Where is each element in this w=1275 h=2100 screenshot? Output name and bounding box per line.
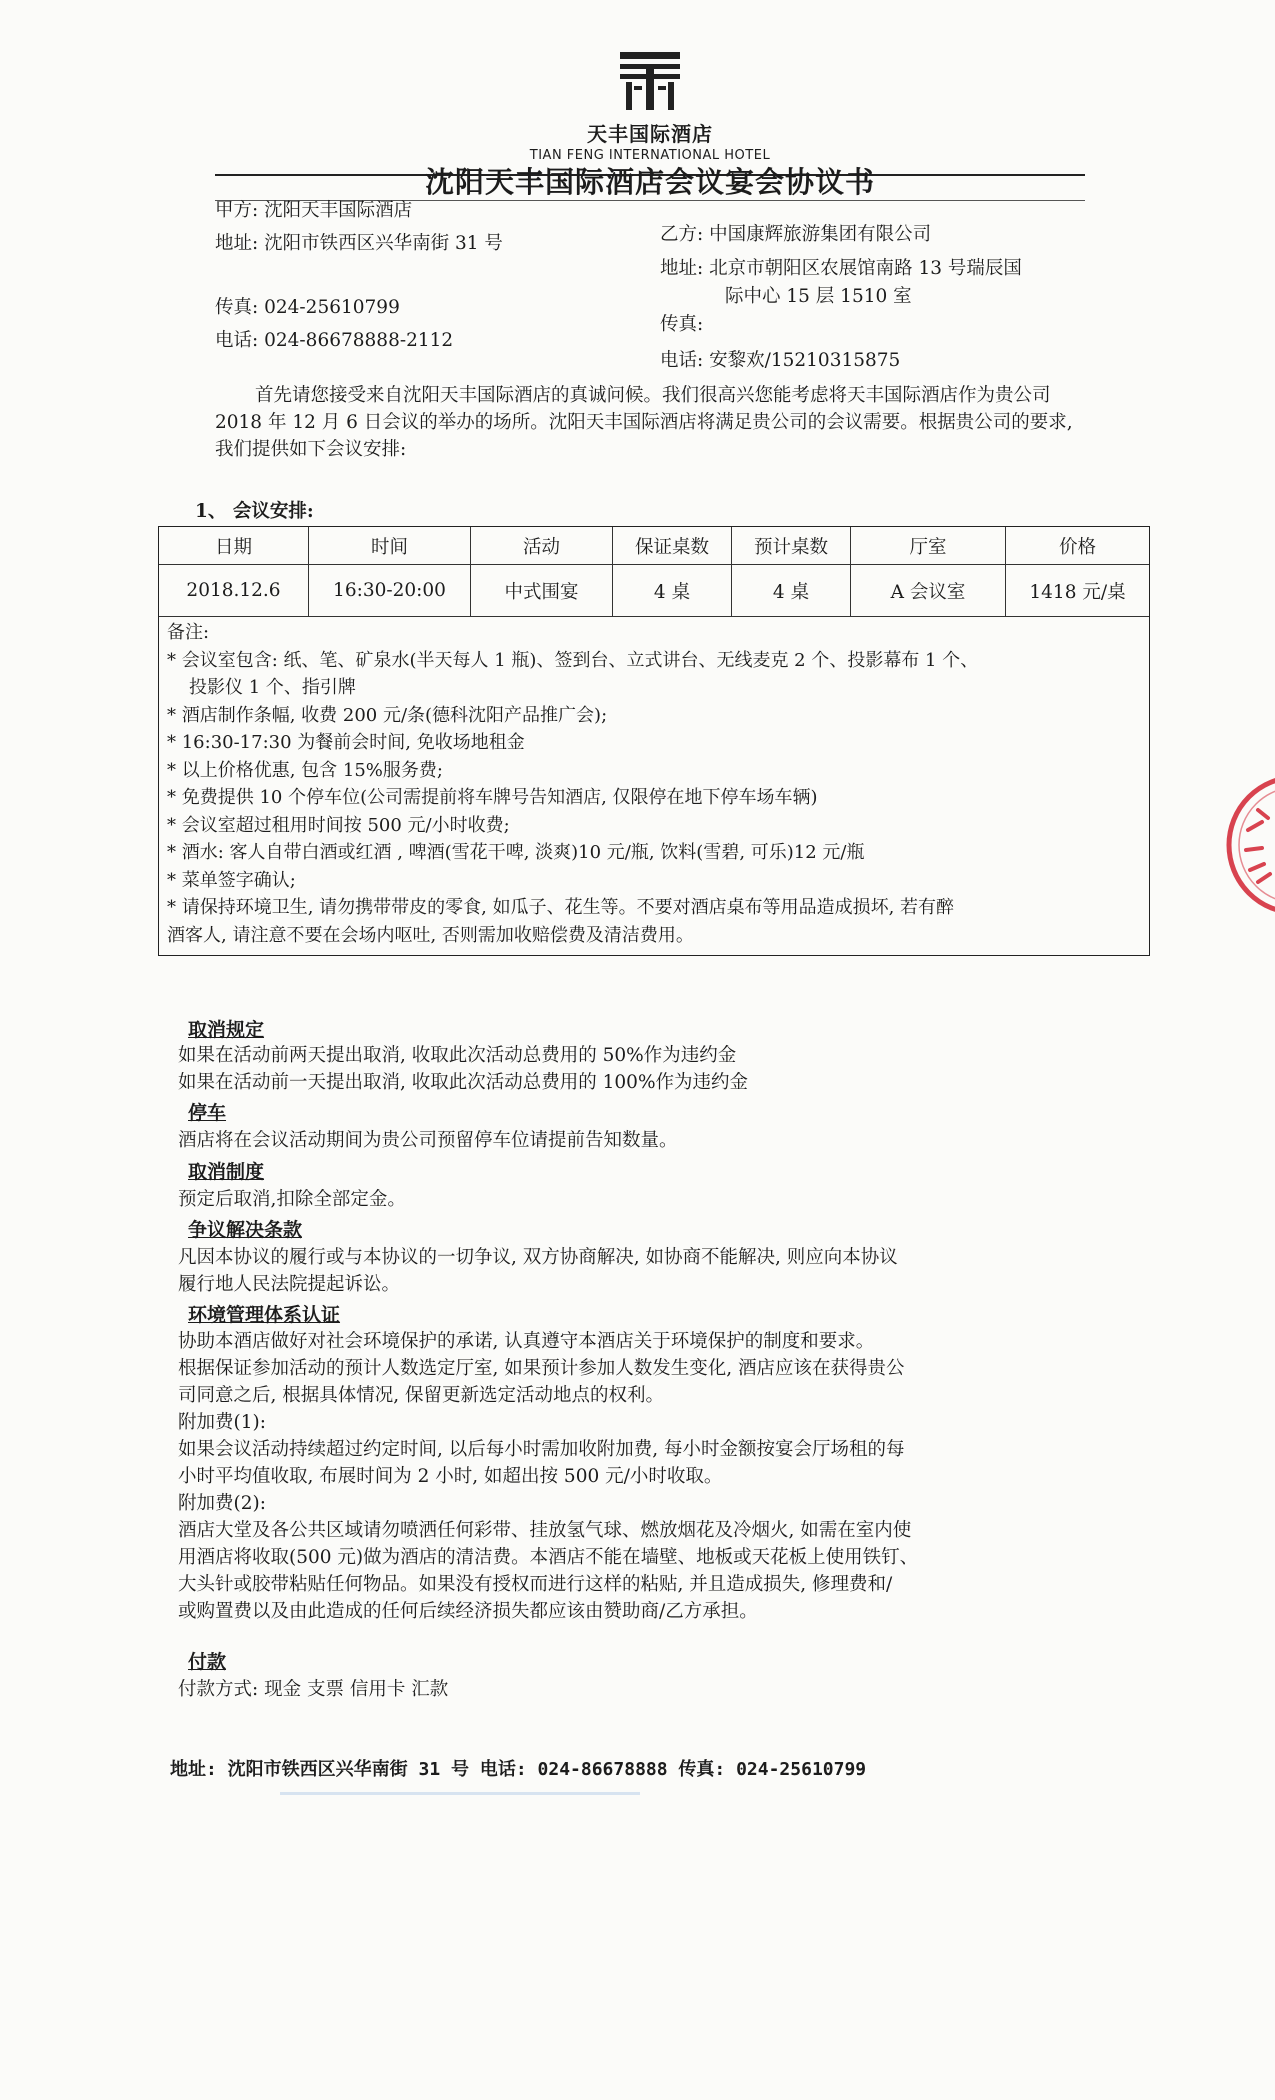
page-footer: 地址: 沈阳市铁西区兴华南街 31 号 电话: 024-86678888 传真: 024-25610799 <box>170 1759 867 1780</box>
table-notes <box>159 617 1149 955</box>
text-line: 如果在活动前两天提出取消, 收取此次活动总费用的 50%作为违约金 <box>178 1045 737 1066</box>
heading-cancel-policy: 取消规定 <box>188 1019 265 1041</box>
text-line: 如果在活动前一天提出取消, 收取此次活动总费用的 100%作为违约金 <box>178 1072 749 1093</box>
party-b-address-2: 际中心 15 层 1510 室 <box>725 286 912 307</box>
header-date: 日期 <box>159 527 309 565</box>
text-line: 如果会议活动持续超过约定时间, 以后每小时需加收附加费, 每小时金额按宴会厅场租的每 <box>178 1439 905 1460</box>
text-line: 履行地人民法院提起诉讼。 <box>178 1274 401 1295</box>
header-activity: 活动 <box>471 527 613 565</box>
hotel-name-cn: 天丰国际酒店 <box>587 122 713 146</box>
cell-date: 2018.12.6 <box>159 565 309 617</box>
note-line: * 菜单签字确认; <box>167 869 296 891</box>
text-line: 付款方式: 现金 支票 信用卡 汇款 <box>178 1679 449 1700</box>
heading-payment: 付款 <box>188 1651 227 1673</box>
note-line: * 会议室包含: 纸、笔、矿泉水(半天每人 1 瓶)、签到台、立式讲台、无线麦克 2 个、投影幕布 1 个、 <box>167 649 979 671</box>
cell-expected-tables: 4 桌 <box>732 565 851 617</box>
text-line: 大头针或胶带粘贴任何物品。如果没有授权而进行这样的粘贴, 并且造成损失, 修理费和/ <box>178 1574 893 1595</box>
text-line: 附加费(1): <box>178 1412 266 1433</box>
red-seal-icon <box>1222 770 1275 920</box>
text-line: 司同意之后, 根据具体情况, 保留更新选定活动地点的权利。 <box>178 1385 665 1406</box>
note-line: 投影仪 1 个、指引牌 <box>189 677 356 698</box>
note-line: 酒客人, 请注意不要在会场内呕吐, 否则需加收赔偿费及清洁费用。 <box>167 924 694 946</box>
section-meeting-arrangement: 1、 会议安排: <box>195 501 314 522</box>
intro-paragraph: 首先请您接受来自沈阳天丰国际酒店的真诚问候。我们很高兴您能考虑将天丰国际酒店作为贵公司 2018 年 12 月 6 日会议的举办的场所。沈阳天丰国际酒店将满足贵公司的会议需要。根据贵公司的要求, 我们提供如下会议安排: <box>215 385 1073 460</box>
cell-time: 16:30-20:00 <box>309 565 471 617</box>
text-line: 或购置费以及由此造成的任何后续经济损失都应该由赞助商/乙方承担。 <box>178 1601 758 1622</box>
cancel-policy-text <box>178 1042 1058 1096</box>
text-line: 小时平均值收取, 布展时间为 2 小时, 如超出按 500 元/小时收取。 <box>178 1466 723 1487</box>
header-hall: 厅室 <box>851 527 1006 565</box>
note-line: * 酒水: 客人自带白酒或红酒 , 啤酒(雪花干啤, 淡爽)10 元/瓶, 饮料(雪碧, 可乐)12 元/瓶 <box>167 842 865 863</box>
heading-dispute: 争议解决条款 <box>188 1219 303 1241</box>
party-b-name: 乙方: 中国康辉旅游集团有限公司 <box>660 224 932 245</box>
party-b-phone: 电话: 安黎欢/15210315875 <box>660 350 901 371</box>
party-a-phone: 电话: 024-86678888-2112 <box>215 330 454 351</box>
table-row <box>159 565 1149 617</box>
text-line: 附加费(2): <box>178 1493 266 1514</box>
notes-label: 备注: <box>167 622 210 643</box>
text-line: 酒店大堂及各公共区域请勿喷洒任何彩带、挂放氢气球、燃放烟花及冷烟火, 如需在室内使 <box>178 1520 912 1541</box>
note-line: * 酒店制作条幅, 收费 200 元/条(德科沈阳产品推广会); <box>167 704 608 726</box>
heading-cancel-system: 取消制度 <box>188 1161 265 1183</box>
text-line: 凡因本协议的履行或与本协议的一切争议, 双方协商解决, 如协商不能解决, 则应向本协议 <box>178 1247 898 1268</box>
text-line: 酒店将在会议活动期间为贵公司预留停车位请提前告知数量。 <box>178 1130 678 1151</box>
text-line: 根据保证参加活动的预计人数选定厅室, 如果预计参加人数发生变化, 酒店应该在获得贵公 <box>178 1358 905 1379</box>
arrangement-table <box>158 526 1150 956</box>
note-line: * 免费提供 10 个停车位(公司需提前将车牌号告知酒店, 仅限停在地下停车场车辆) <box>167 787 818 808</box>
text-line: 协助本酒店做好对社会环境保护的承诺, 认真遵守本酒店关于环境保护的制度和要求。 <box>178 1331 875 1352</box>
heading-environment: 环境管理体系认证 <box>188 1304 341 1326</box>
hotel-logo-icon <box>620 52 680 110</box>
note-line: * 16:30-17:30 为餐前会时间, 免收场地租金 <box>167 732 525 753</box>
cell-guaranteed-tables: 4 桌 <box>613 565 732 617</box>
header-guaranteed-tables: 保证桌数 <box>613 527 732 565</box>
document-title: 沈阳天丰国际酒店会议宴会协议书 <box>424 165 875 199</box>
cell-price: 1418 元/桌 <box>1006 565 1149 617</box>
party-a-fax: 传真: 024-25610799 <box>215 297 400 318</box>
heading-parking: 停车 <box>188 1102 227 1124</box>
party-b-fax: 传真: <box>660 314 704 335</box>
dispute-text <box>178 1244 1058 1298</box>
scan-artifact <box>280 1792 640 1795</box>
party-b-address-1: 地址: 北京市朝阳区农展馆南路 13 号瑞辰国 <box>660 258 1022 279</box>
environment-text <box>178 1328 1058 1625</box>
party-a-address: 地址: 沈阳市铁西区兴华南街 31 号 <box>215 233 503 254</box>
header-expected-tables: 预计桌数 <box>732 527 851 565</box>
hotel-name-en: TIAN FENG INTERNATIONAL HOTEL <box>529 148 771 163</box>
cell-activity: 中式围宴 <box>471 565 613 617</box>
parking-text <box>178 1127 1058 1154</box>
text-line: 用酒店将收取(500 元)做为酒店的清洁费。本酒店不能在墙壁、地板或天花板上使用铁钉、 <box>178 1547 919 1568</box>
payment-text <box>178 1676 1058 1703</box>
note-line: * 请保持环境卫生, 请勿携带带皮的零食, 如瓜子、花生等。不要对酒店桌布等用品造成损坏, 若有醉 <box>167 897 955 918</box>
text-line: 预定后取消,扣除全部定金。 <box>178 1189 406 1210</box>
table-header-row <box>159 527 1149 565</box>
header-time: 时间 <box>309 527 471 565</box>
note-line: * 会议室超过租用时间按 500 元/小时收费; <box>167 814 510 836</box>
header-price: 价格 <box>1006 527 1149 565</box>
party-a-name: 甲方: 沈阳天丰国际酒店 <box>215 200 413 221</box>
cancel-system-text <box>178 1186 1058 1213</box>
note-line: * 以上价格优惠, 包含 15%服务费; <box>167 759 443 781</box>
cell-hall: A 会议室 <box>851 565 1006 617</box>
